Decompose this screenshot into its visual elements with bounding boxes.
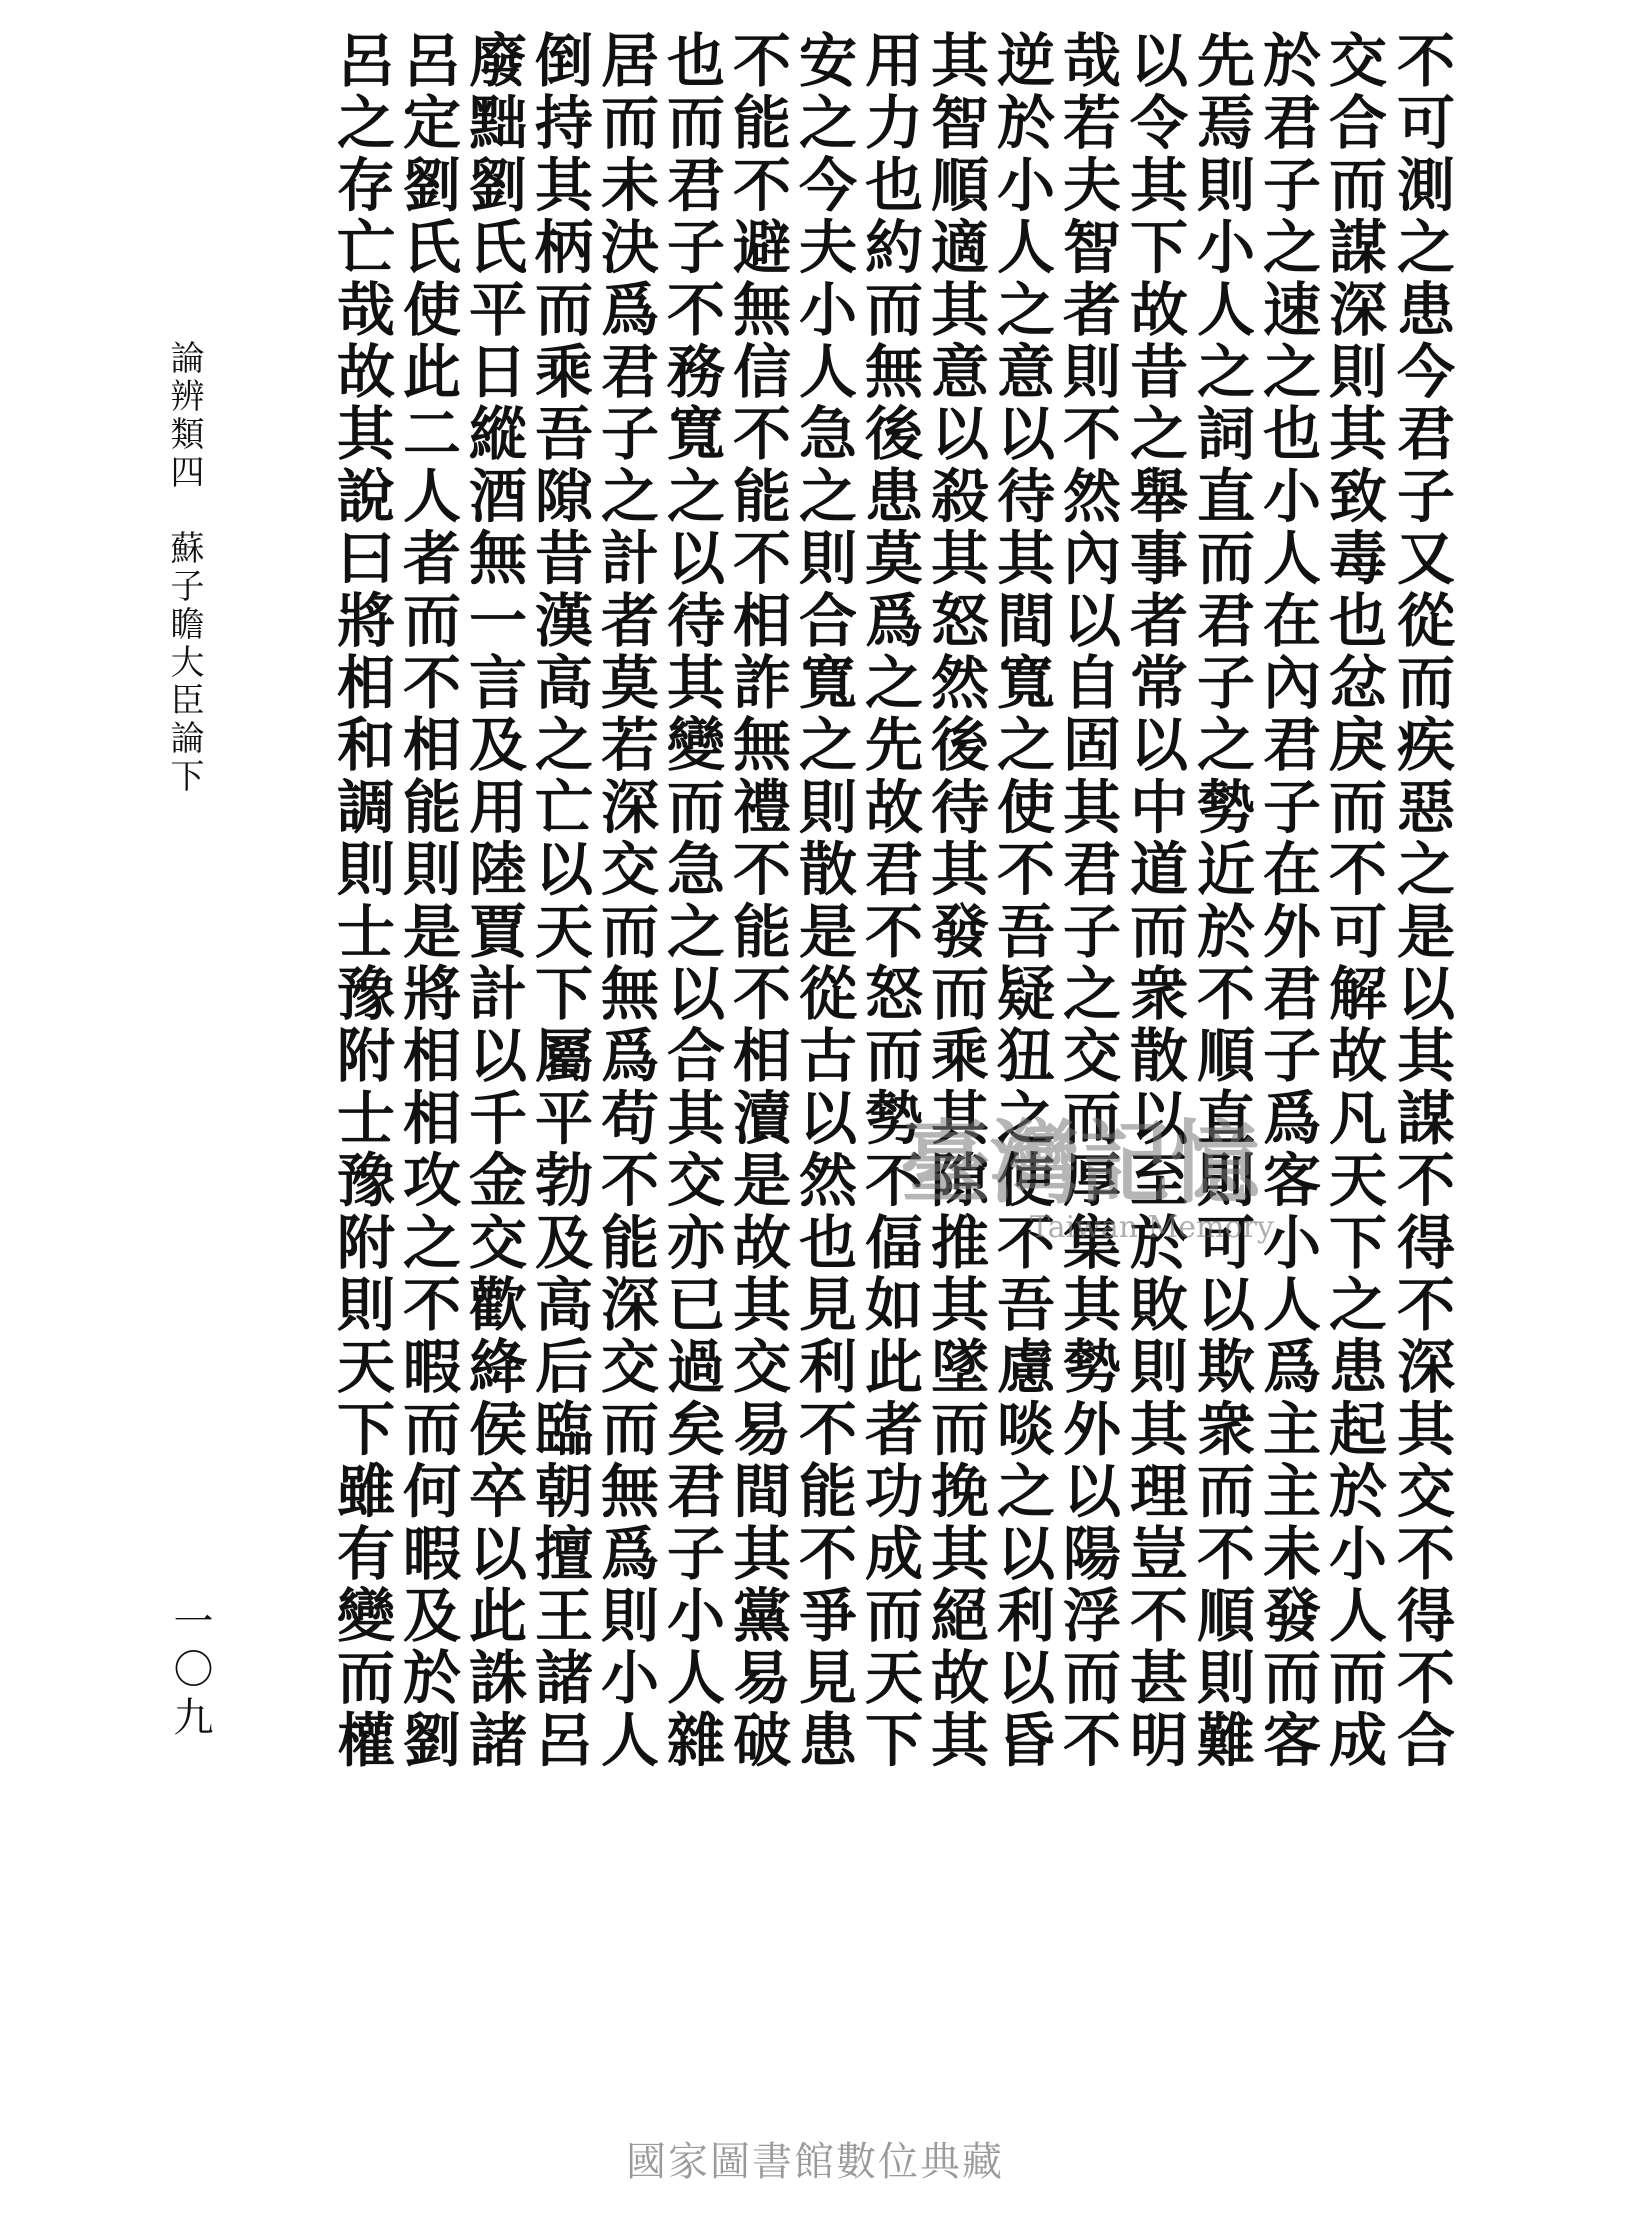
text-column-16: 呂定劉氏使此二人者而不相能則是將相相攻之不暇而何暇及於劉 (393, 30, 461, 1772)
text-column-15: 廢黜劉氏平日縱酒無一言及用陸賈計以千金交歡絳侯卒以此誅諸 (459, 30, 527, 1772)
text-column-12: 也而君子不務寬之以待其變而急之以合其交亦已過矣君子小人雜 (657, 30, 725, 1772)
text-column-14: 倒持其柄而乘吾隙昔漢高之亡以天下屬平勃及高后臨朝擅王諸呂 (525, 30, 593, 1772)
text-column-10: 安之今夫小人急之則合寬之則散是從古以然也見利不能不爭見患 (789, 30, 857, 1772)
text-column-1: 不可測之患今君子又從而疾惡之是以其謀不得不深其交不得不合 (1387, 30, 1455, 1772)
text-column-11: 不能不避無信不能不相詐無禮不能不相瀆是故其交易間其黨易破 (723, 30, 791, 1772)
footer-credit: 國家圖書館數位典藏 (626, 2139, 1004, 2185)
watermark-text: Taiwan Memory (1030, 1210, 1274, 1245)
text-column-9: 用力也約而無後患莫爲之先故君不怒而勢不偪如此者功成而天下 (855, 30, 923, 1772)
text-column-3: 於君子之速之也小人在內君子在外君子爲客小人爲主主未發而客 (1253, 30, 1321, 1772)
text-column-5: 以令其下故昔之舉事者常以中道而衆散以至於敗則其理豈不甚明 (1120, 30, 1188, 1772)
text-column-2: 交合而謀深則其致毒也忿戾而不可解故凡天下之患起於小人而成 (1319, 30, 1387, 1772)
text-column-8: 其智順適其意以殺其怒然後待其發而乘其隙推其墜而挽其絕故其 (921, 30, 989, 1772)
text-column-13: 居而未決爲君子之計者莫若深交而無爲苟不能深交而無爲則小人 (591, 30, 659, 1772)
text-column-4: 先焉則小人之詞直而君子之勢近於不順直則可以欺衆而不順則難 (1187, 30, 1255, 1772)
text-column-6: 哉若夫智者則不然內以自固其君子之交而厚集其勢外以陽浮而不 (1053, 30, 1121, 1772)
margin-title: 論辨類四 蘇子瞻大臣論下 (164, 340, 204, 796)
watermark-logo: 臺灣記憶 (900, 1110, 1260, 1216)
page-number: 一〇九 (167, 1600, 213, 1744)
text-column-17: 呂之存亡哉故其說曰將相和調則士豫附士豫附則天下雖有變而權 (327, 30, 395, 1772)
text-column-7: 逆於小人之意以待其間寬之使不吾疑狃之使不吾慮啖之以利以昏 (987, 30, 1055, 1772)
